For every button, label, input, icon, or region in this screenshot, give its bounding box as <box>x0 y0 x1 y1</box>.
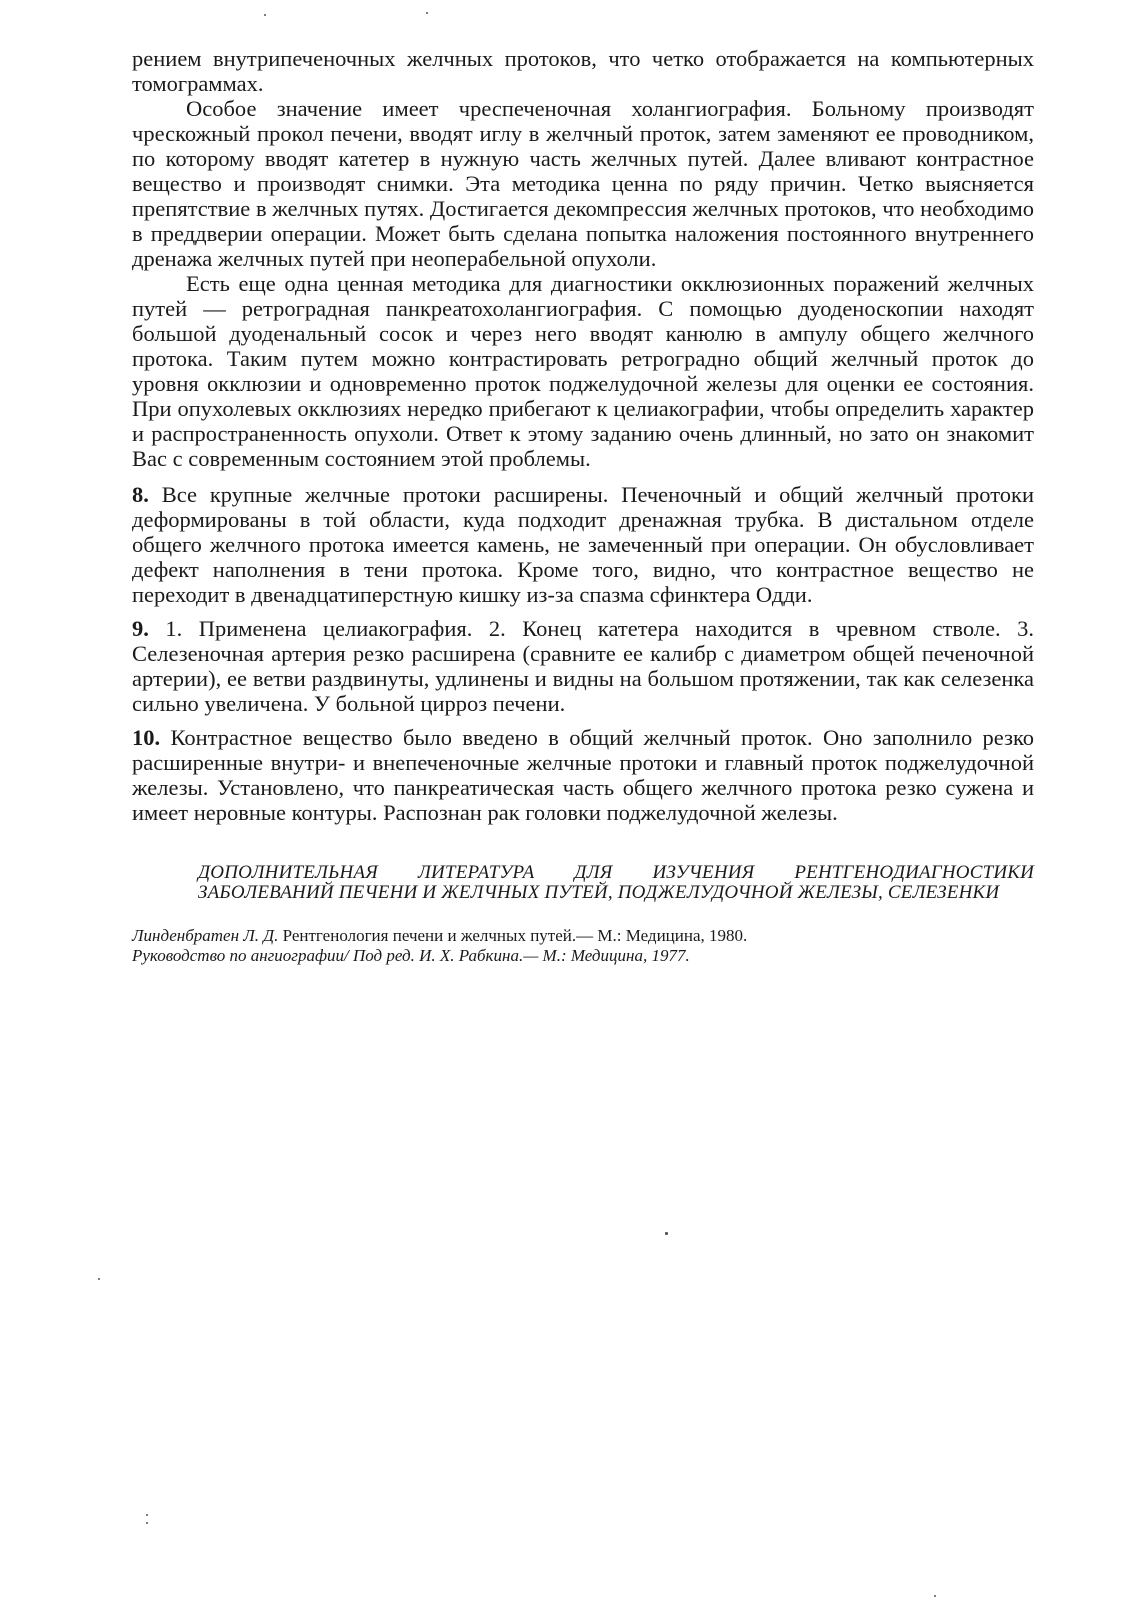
answer-8 <box>132 482 1034 607</box>
answer-text: Контрастное вещество было введено в общий желчный проток. Оно заполнило резко расширенные внутри- и внепеченочные желчные протоки и главный проток поджелудочной железы. Установлено, что панкреатическая часть общего желчного протока резко сужена и имеет неровные контуры. Распознан рак головки поджелудочной железы. <box>132 725 1034 825</box>
scan-speck <box>665 1232 668 1235</box>
document-page <box>132 46 1034 966</box>
answer-9 <box>132 616 1034 716</box>
answer-10 <box>132 725 1034 825</box>
paragraph-cholangiography: Особое значение имеет чреспеченочная холангиография. Больному производят чрескожный прокол печени, вводят иглу в желчный проток, затем заменяют ее проводником, по которому вводят катетер в нужную часть желчных путей. Далее вливают контрастное вещество и производят снимки. Эта методика ценна по ряду причин. Четко выясняется препятствие в желчных путях. Достигается декомпрессия желчных протоков, что необходимо в преддверии операции. Может быть сделана попытка наложения постоянного внутреннего дренажа желчных путей при неоперабельной опухоли. <box>132 96 1034 271</box>
reference-title: Рентгенология печени и желчных путей.— М.: Медицина, 1980. <box>278 926 748 945</box>
scan-speck <box>146 1514 148 1516</box>
answer-text: 1. Применена целиакография. 2. Конец катетера находится в чревном стволе. 3. Селезеночная артерия резко расширена (сравните ее калибр с диаметром общей печеночной артерии), ее ветви раздвинуты, удлинены и видны на большом протяжении, так как селезенка сильно увеличена. У больной цирроз печени. <box>132 616 1034 716</box>
scan-speck <box>426 12 428 14</box>
scan-speck <box>934 1595 936 1597</box>
reference-list <box>132 926 1034 966</box>
paragraph-continuation: рением внутрипеченочных желчных протоков, что четко отображается на компьютерных томограммах. <box>132 46 1034 96</box>
answer-number: 10. <box>132 725 161 750</box>
answer-text: Все крупные желчные протоки расширены. Печеночный и общий желчный протоки деформированы в той области, куда подходит дренажная трубка. В дистальном отделе общего желчного протока имеется камень, не замеченный при операции. Он обусловливает дефект наполнения в тени протока. Кроме того, видно, что контрастное вещество не переходит в двенадцатиперстную кишку из-за спазма сфинктера Одди. <box>132 482 1034 607</box>
scan-speck <box>146 1522 148 1524</box>
paragraph-retrograde-method: Есть еще одна ценная методика для диагностики окклюзионных поражений желчных путей — ретроградная панкреатохолангиография. С помощью дуоденоскопии находят большой дуоденальный сосок и через него вводят канюлю в ампулу общего желчного протока. Таким путем можно контрастировать ретроградно общий желчный проток до уровня окклюзии и одновременно проток поджелудочной железы для оценки ее состояния. При опухолевых окклюзиях нередко прибегают к целиакографии, чтобы определить характер и распространенность опухоли. Ответ к этому заданию очень длинный, но зато он знакомит Вас с современным состоянием этой проблемы. <box>132 271 1034 471</box>
reference-item: Руководство по ангиографии/ Под ред. И. Х. Рабкина.— М.: Медицина, 1977. <box>132 946 690 965</box>
answer-number: 9. <box>132 616 149 641</box>
scan-speck <box>264 14 266 16</box>
scan-speck <box>98 1278 100 1280</box>
literature-heading: ДОПОЛНИТЕЛЬНАЯ ЛИТЕРАТУРА ДЛЯ ИЗУЧЕНИЯ РЕНТГЕНОДИАГНОСТИКИ ЗАБОЛЕВАНИЙ ПЕЧЕНИ И ЖЕЛЧНЫХ ПУТЕЙ, ПОДЖЕЛУДОЧНОЙ ЖЕЛЕЗЫ, СЕЛЕЗЕНКИ <box>198 862 1034 903</box>
reference-item <box>132 926 1034 946</box>
reference-author: Линденбратен Л. Д. <box>132 926 279 945</box>
answer-number: 8. <box>132 482 149 507</box>
